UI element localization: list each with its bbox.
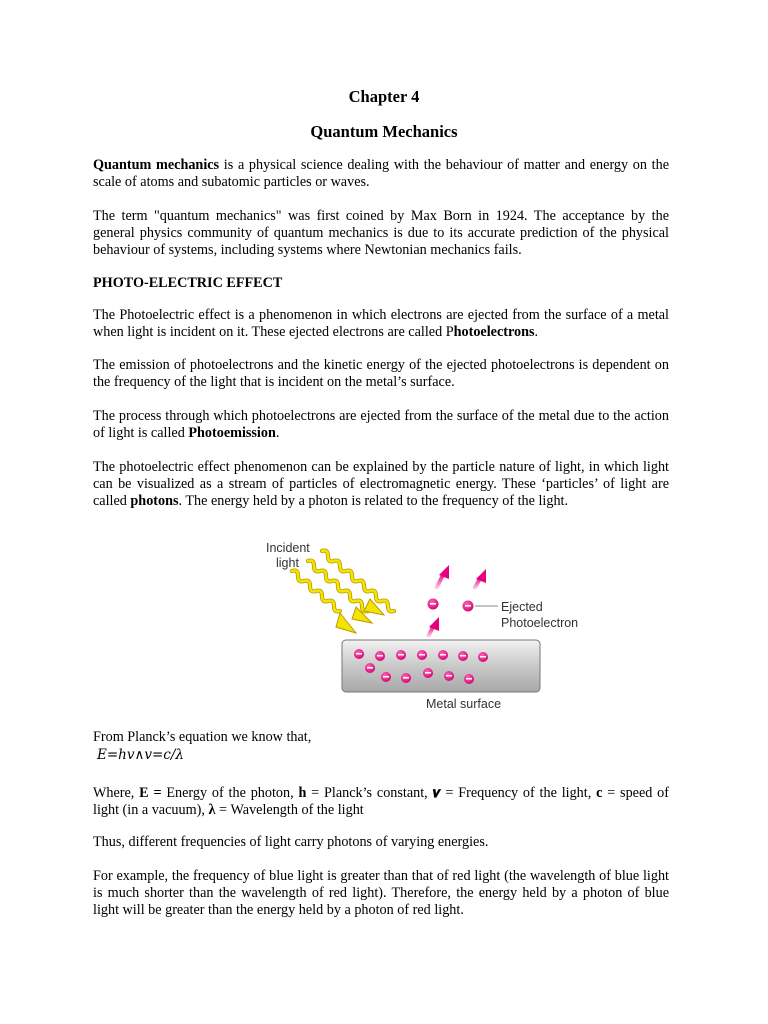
planck-intro: From Planck’s equation we know that, <box>93 729 312 745</box>
photons-term: photons <box>130 492 179 509</box>
where-paragraph <box>93 785 669 819</box>
symbol-lambda: λ <box>208 801 216 818</box>
where-lead: Where, <box>93 785 140 801</box>
photoemission-text: The process through which photoelectrons are ejected from the surface of the metal due to the action of light is called <box>93 408 669 441</box>
photoelectric-diagram <box>256 537 579 717</box>
ejected-electron-1 <box>428 599 439 610</box>
light-waves <box>292 551 394 633</box>
page-title: Quantum Mechanics <box>310 122 458 141</box>
example-paragraph: For example, the frequency of blue light is greater than that of red light (the wavelength of blue light is much shorter than the wavelength of red light). Therefore, the energy held by a photon of blue light will be greater than the energy held by a photon of red light. <box>93 868 669 918</box>
pe-def-text: The Photoelectric effect is a phenomenon in which electrons are ejected from the surface of a metal when light is incident on it. These ejected electrons are called P <box>93 307 669 340</box>
photoemission-paragraph <box>93 408 669 442</box>
incident-label-1: Incident <box>266 541 310 555</box>
ejected-label-2: Photoelectron <box>501 616 579 630</box>
photoemission-end: . <box>275 424 280 441</box>
chapter-label: Chapter 4 <box>348 87 420 106</box>
symbol-e: E <box>139 785 149 801</box>
symbol-h: h <box>298 785 307 801</box>
def-frequency: = Frequency of the light, <box>440 785 597 801</box>
intro-term: Quantum mechanics <box>93 157 220 173</box>
pe-def-end: . <box>534 323 539 340</box>
def-planck: = Planck’s constant, <box>306 785 433 801</box>
def-wavelength: = Wavelength of the light <box>215 801 364 818</box>
particle-text: The photoelectric effect phenomenon can be explained by the particle nature of light, in which light can be visualized as a stream of particles of electromagnetic energy. These ‘particles’ of light are called <box>93 459 669 509</box>
symbol-nu: 𝝂 <box>432 785 441 801</box>
def-energy: Energy of the photon, <box>161 785 299 801</box>
photoelectric-definition <box>93 307 669 341</box>
particle-end: . The energy held by a photon is related to the frequency of the light. <box>178 492 569 509</box>
emission-paragraph: The emission of photoelectrons and the kinetic energy of the ejected photoelectrons is dependent on the frequency of the light that is incident on the metal’s surface. <box>93 357 669 390</box>
section-heading: PHOTO-ELECTRIC EFFECT <box>93 275 283 291</box>
planck-equation: E=hv∧v=c/λ <box>97 747 184 763</box>
intro-text: is a physical science dealing with the behaviour of matter and energy on the scale of atoms and subatomic particles or waves. <box>93 157 670 190</box>
incident-label-2: light <box>276 556 299 570</box>
symbol-e-equals: = <box>148 785 162 801</box>
symbol-c: c <box>596 785 603 801</box>
intro-paragraph <box>93 157 669 191</box>
photoemission-term: Photoemission <box>188 424 276 441</box>
def-speed: = speed of light (in a vacuum), <box>93 785 669 818</box>
particle-paragraph <box>93 459 669 509</box>
metal-surface-label: Metal surface <box>426 697 502 711</box>
pe-def-term: hotoelectrons <box>453 323 535 340</box>
thus-paragraph: Thus, different frequencies of light carry photons of varying energies. <box>93 834 489 850</box>
ejected-label-1: Ejected <box>501 600 543 614</box>
ejected-electron-2 <box>463 601 474 612</box>
history-paragraph: The term "quantum mechanics" was first coined by Max Born in 1924. The acceptance by the general physics community of quantum mechanics is due to its accurate prediction of the physical behaviour of systems, including systems where Newtonian mechanics fails. <box>93 208 669 258</box>
